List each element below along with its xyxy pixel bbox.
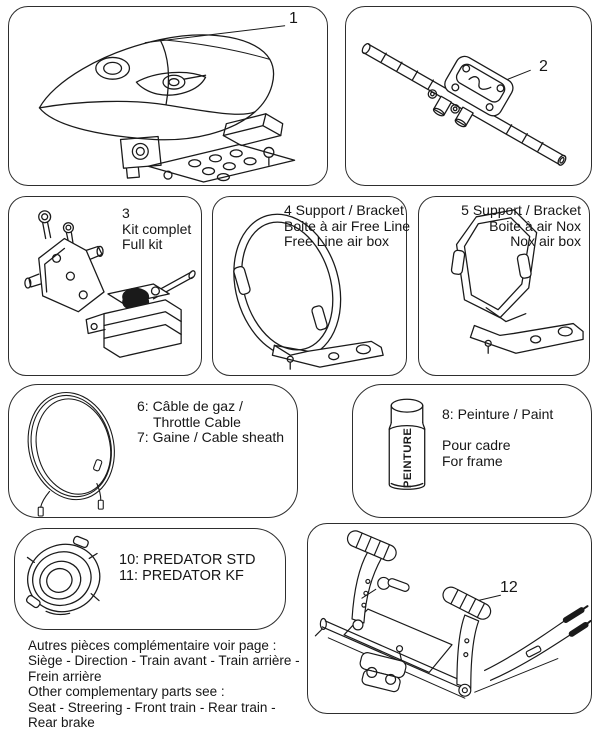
predator-text: 10: PREDATOR STD 11: PREDATOR KF bbox=[119, 552, 256, 584]
paint-can-label: PEINTURE bbox=[401, 427, 414, 489]
paint-title: 8: Peinture / Paint bbox=[442, 406, 554, 422]
throttle-cable-text: 6: Câble de gaz / Throttle Cable 7: Gaine / Cable sheath bbox=[137, 398, 285, 446]
part-number-full-kit: 3 bbox=[122, 205, 130, 221]
footer-line: Other complementary parts see : bbox=[28, 684, 225, 700]
footer-line: Frein arrière bbox=[28, 668, 102, 684]
panel-throttle-bar bbox=[345, 6, 592, 186]
part-number-throttle-bar: 2 bbox=[539, 58, 548, 75]
panel-full-kit bbox=[8, 196, 202, 376]
airbox-drawing bbox=[9, 7, 327, 185]
full-kit-text: 3 Kit complet Full kit bbox=[122, 205, 192, 253]
panel-bracket-freeline bbox=[212, 196, 411, 376]
bracket-nox-text: 5 Support / Bracket Boite à air Nox Nox air box bbox=[461, 202, 581, 250]
part-number-airbox: 1 bbox=[289, 10, 298, 27]
complementary-parts-note bbox=[28, 638, 300, 730]
footer-line: Rear brake bbox=[28, 715, 95, 731]
throttle-bar-drawing bbox=[346, 7, 591, 185]
footer-line: Seat - Streering - Front train - Rear train - bbox=[28, 699, 276, 715]
panel-bracket-nox bbox=[418, 196, 590, 376]
panel-pedals bbox=[307, 523, 592, 714]
panel-airbox bbox=[8, 6, 328, 186]
footer-line: Siège - Direction - Train avant - Train arrière - bbox=[28, 653, 300, 669]
pedals-drawing bbox=[308, 524, 591, 713]
footer-line: Autres pièces complémentaire voir page : bbox=[28, 638, 277, 653]
panel-throttle-cable bbox=[8, 384, 298, 518]
bracket-freeline-text: 4 Support / Bracket Boite à air Free Line Free Line air box bbox=[284, 202, 411, 250]
panel-predator bbox=[14, 528, 286, 630]
paint-text: Pour cadre For frame bbox=[442, 437, 511, 469]
part-number-pedals: 12 bbox=[500, 579, 518, 596]
panel-paint bbox=[352, 384, 592, 518]
